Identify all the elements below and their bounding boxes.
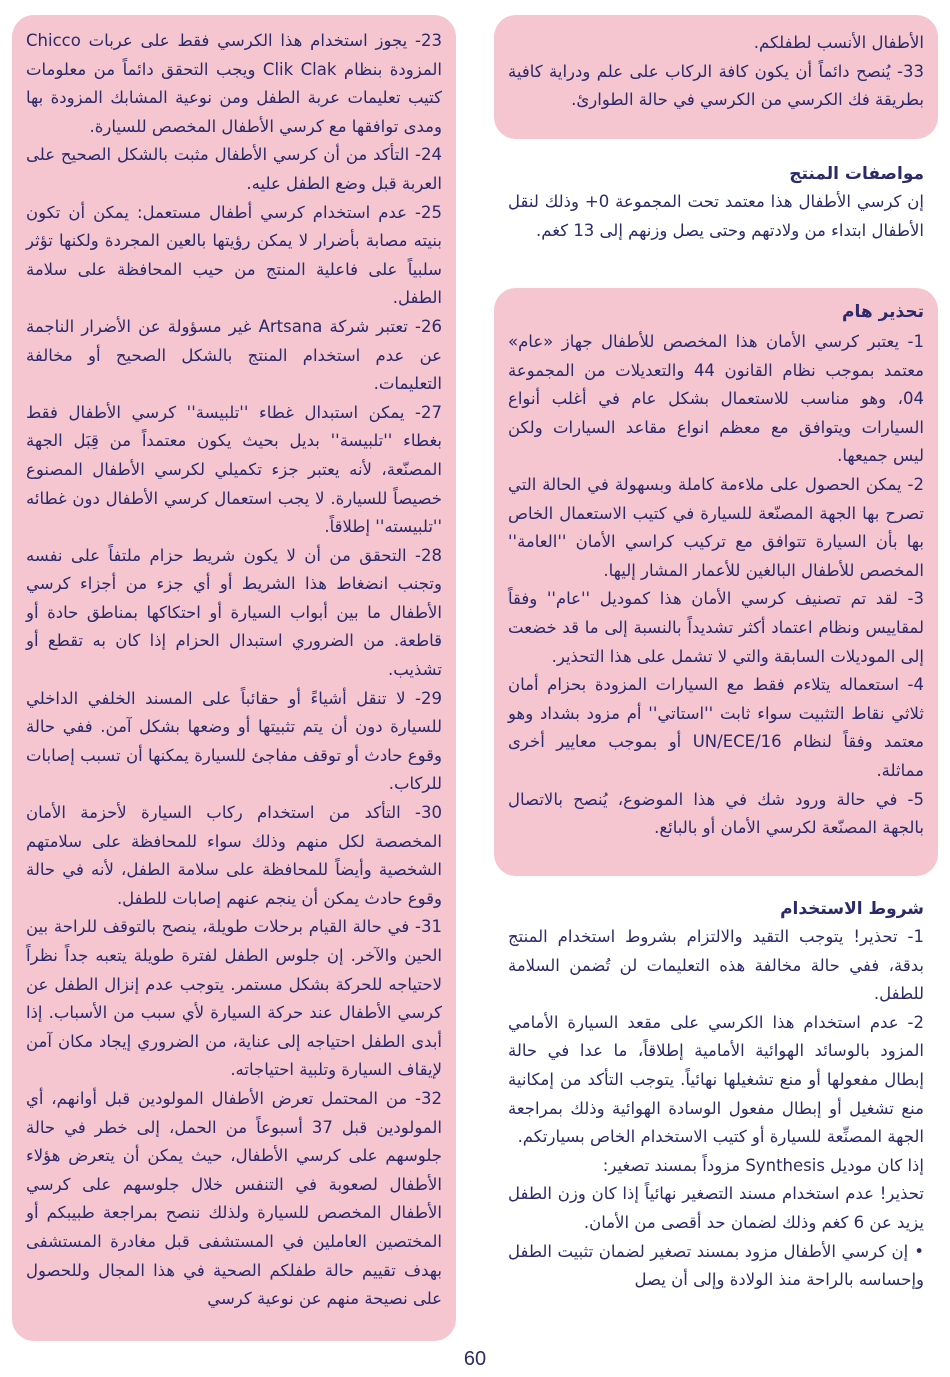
- list-item-28: 28- التحقق من أن لا يكون شريط حزام ملتفاً على نفسه وتجنب انضغاط هذا الشريط أو أي جزء من أجزاء كرسي الأطفال ما بين أبواب السيارة أو احتكاكها بمناطق حادة أو قاطعة. من الضروري استبدال الحزام إذا كان به تقطع أو تشذيب.: [26, 545, 442, 680]
- list-item-25: 25- عدم استخدام كرسي أطفال مستعمل: يمكن أن تكون بنيته مصابة بأضرار لا يمكن رؤيتها بالعين المجردة ولكنها تؤثر سلبياً على فاعلية المنتج من حيب المحافظة على سلامة الطفل.: [26, 202, 442, 308]
- usage-title: شروط الاستخدام: [780, 899, 924, 919]
- usage-item-1: 1- تحذير! يتوجب التقيد والالتزام بشروط استخدام المنتج بدقة، ففي حالة مخالفة هذه التعليمات لن تُضمن السلامة للطفل.: [508, 927, 924, 1004]
- page-number: 60: [463, 1348, 487, 1370]
- usage-item-2: 2- عدم استخدام هذا الكرسي على مقعد السيارة الأمامي المزود بالوسائد الهوائية الأمامية إطلاقاً، ما عدا في حالة إبطال مفعولها أو منع تشغيلها نهائياً. يتوجب التأكد من إمكانية منع تشغيل أو إبطال مفعول الوسادة الهوائية وذلك بمراجعة الجهة المصنِّعة للسيارة أو كتيب الاستخدام الخاص بسيارتكم.: [508, 1012, 924, 1147]
- usage-section: [494, 895, 938, 1295]
- specs-text: إن كرسي الأطفال هذا معتمد تحت المجموعة 0+ وذلك لنقل الأطفال ابتداء من ولادتهم وحتى يصل وزنهم إلى 13 كغم.: [508, 192, 924, 240]
- synthesis-warning: تحذير! عدم استخدام مسند التصغير نهائياً إذا كان وزن الطفل يزيد عن 6 كغم وذلك لضمان حد أقصى من الأمان.: [508, 1184, 924, 1232]
- warning-item-5: 5- في حالة ورود شك في هذا الموضوع، يُنصح بالاتصال بالجهة المصنّعة لكرسي الأمان أو بالبائع.: [508, 789, 924, 838]
- warning-box: [494, 288, 938, 876]
- specs-title: مواصفات المنتج: [789, 164, 924, 184]
- warning-title: تحذير هام: [842, 302, 924, 322]
- warning-item-1: 1- يعتبر كرسي الأمان هذا المخصص للأطفال جهاز «عام» معتمد بموجب نظام القانون 44 والتعديلات من المجموعة 04، وهو مناسب للاستعمال بشكل عام في أغلب أنواع السيارات ويتوافق مع معظم انواع مقاعد السيارات ولكن ليس جميعها.: [508, 332, 924, 466]
- list-item-26: 26- تعتبر شركة Artsana غير مسؤولة عن الأضرار الناجمة عن عدم استخدام المنتج بالشكل الصحيح أو مخالفة التعليمات.: [26, 316, 442, 394]
- specs-section: [494, 160, 938, 245]
- list-item-31: 31- في حالة القيام برحلات طويلة، ينصح بالتوقف للراحة بين الحين والآخر. إن جلوس الطفل لفترة طويلة يتعبه جداً نظراً لاحتياجه للحركة بشكل مستمر. يتوجب عدم إنزال الطفل عن كرسي الأطفال عند حركة السيارة لأي سبب من الأسباب. إذا أبدى الطفل احتياجه إلى عناية، من الضروري إيجاد مكان آمن لإيقاف السيارة وتلبية احتياجاته.: [26, 917, 442, 1080]
- warning-item-3: 3- لقد تم تصنيف كرسي الأمان هذا كموديل ''عام'' وفقاً لمقاييس ونظام اعتماد أكثر تشديداً بالنسبة إلى ما قد خضعت إلى الموديلات السابقة والتي لا تشمل على هذا التحذير.: [508, 589, 924, 666]
- left-column-box: [12, 15, 456, 1341]
- list-item-30: 30- التأكد من استخدام ركاب السيارة لأحزمة الأمان المخصصة لكل منهم وذلك سواء للمحافظة على سلامتهم الشخصية وأيضاً للمحافظة على سلامة الطفل، لأنه في حالة وقوع حادث يمكن أن ينجم عنهم إصابات للطفل.: [26, 803, 442, 908]
- list-item-32: 32- من المحتمل تعرض الأطفال المولودين قبل أوانهم، أي المولودين قبل 37 أسبوعاً من الحمل، إلى خطر في حالة جلوسهم على كرسي الأطفال، حيث يمكن أن يتعرض هؤلاء الأطفال لصعوبة في التنفس خلال جلوسهم على كرسي الأطفال المخصص للسيارة ولذلك ننصح بمراجعة طبيبكم أو المختصين العاملين في المستشفى قبل مغادرة المستشفى بهدف تقييم حالة طفلكم الصحية في هذا المجال وللحصول على نصيحة منهم عن نوعية كرسي: [26, 1088, 442, 1309]
- warning-item-2: 2- يمكن الحصول على ملاءمة كاملة وبسهولة في الحالة التي تصرح بها الجهة المصنّعة للسيارة في كتيب الاستعمال الخاص بها بأن السيارة تتوافق مع تركيب كراسي الأمان ''العامة'' المخصص للأطفال البالغين للأعمار المشار إليها.: [508, 474, 924, 580]
- list-item-24: 24- التأكد من أن كرسي الأطفال مثبت بالشكل الصحيح على العربة قبل وضع الطفل عليه.: [26, 145, 442, 193]
- list-item-29: 29- لا تنقل أشياءً أو حقائباً على المسند الخلفي الداخلي للسيارة دون أن يتم تثبيتها أو وضعها بشكل آمن. ففي حالة وقوع حادث أو توقف مفاجئ للسيارة يمكنها أن تسبب إصابات للركاب.: [26, 688, 442, 794]
- list-item-23: 23- يجوز استخدام هذا الكرسي فقط على عربات Chicco المزودة بنظام Clik Clak ويجب التحقق دائماً من معلومات كتيب تعليمات عربة الطفل ومن نوعية المشابك المزودة بها ومدى توافقها مع كرسي الأطفال المخصص للسيارة.: [26, 31, 442, 136]
- list-item-33: 33- يُنصح دائماً أن يكون كافة الركاب على علم ودراية كافية بطريقة فك الكرسي من الكرسي في حالة الطوارئ.: [508, 61, 924, 110]
- synthesis-note: إذا كان موديل Synthesis مزوداً بمسند تصغير:: [602, 1155, 924, 1175]
- list-item-27: 27- يمكن استبدال غطاء ''تلبيسة'' كرسي الأطفال فقط بغطاء ''تلبيسة'' بديل بحيث يكون معتمداً من قِبَل الجهة المصنّعة، لأنه يعتبر جزء تكميلي لكرسي الأطفال المصنوع خصيصاً للسيارة. لا يجب استعمال كرسي الأطفال دون غطائه ''تلبيسته'' إطلاقاً.: [26, 402, 442, 537]
- bullet-item: • إن كرسي الأطفال مزود بمسند تصغير لضمان تثبيت الطفل وإحساسه بالراحة منذ الولادة وإلى أن يصل: [508, 1238, 924, 1295]
- warning-item-4: 4- استعماله يتلاءم فقط مع السيارات المزودة بحزام أمان ثلاثي نقاط التثبيت سواء ثابت ''استاتي'' أم مزود بشداد وهو معتمد وفقاً لنظام UN/ECE/16 أو بموجب معايير أخرى مماثلة.: [508, 675, 924, 780]
- list-item-continuation: الأطفال الأنسب لطفلكم.: [753, 33, 924, 52]
- right-top-box: [494, 15, 938, 139]
